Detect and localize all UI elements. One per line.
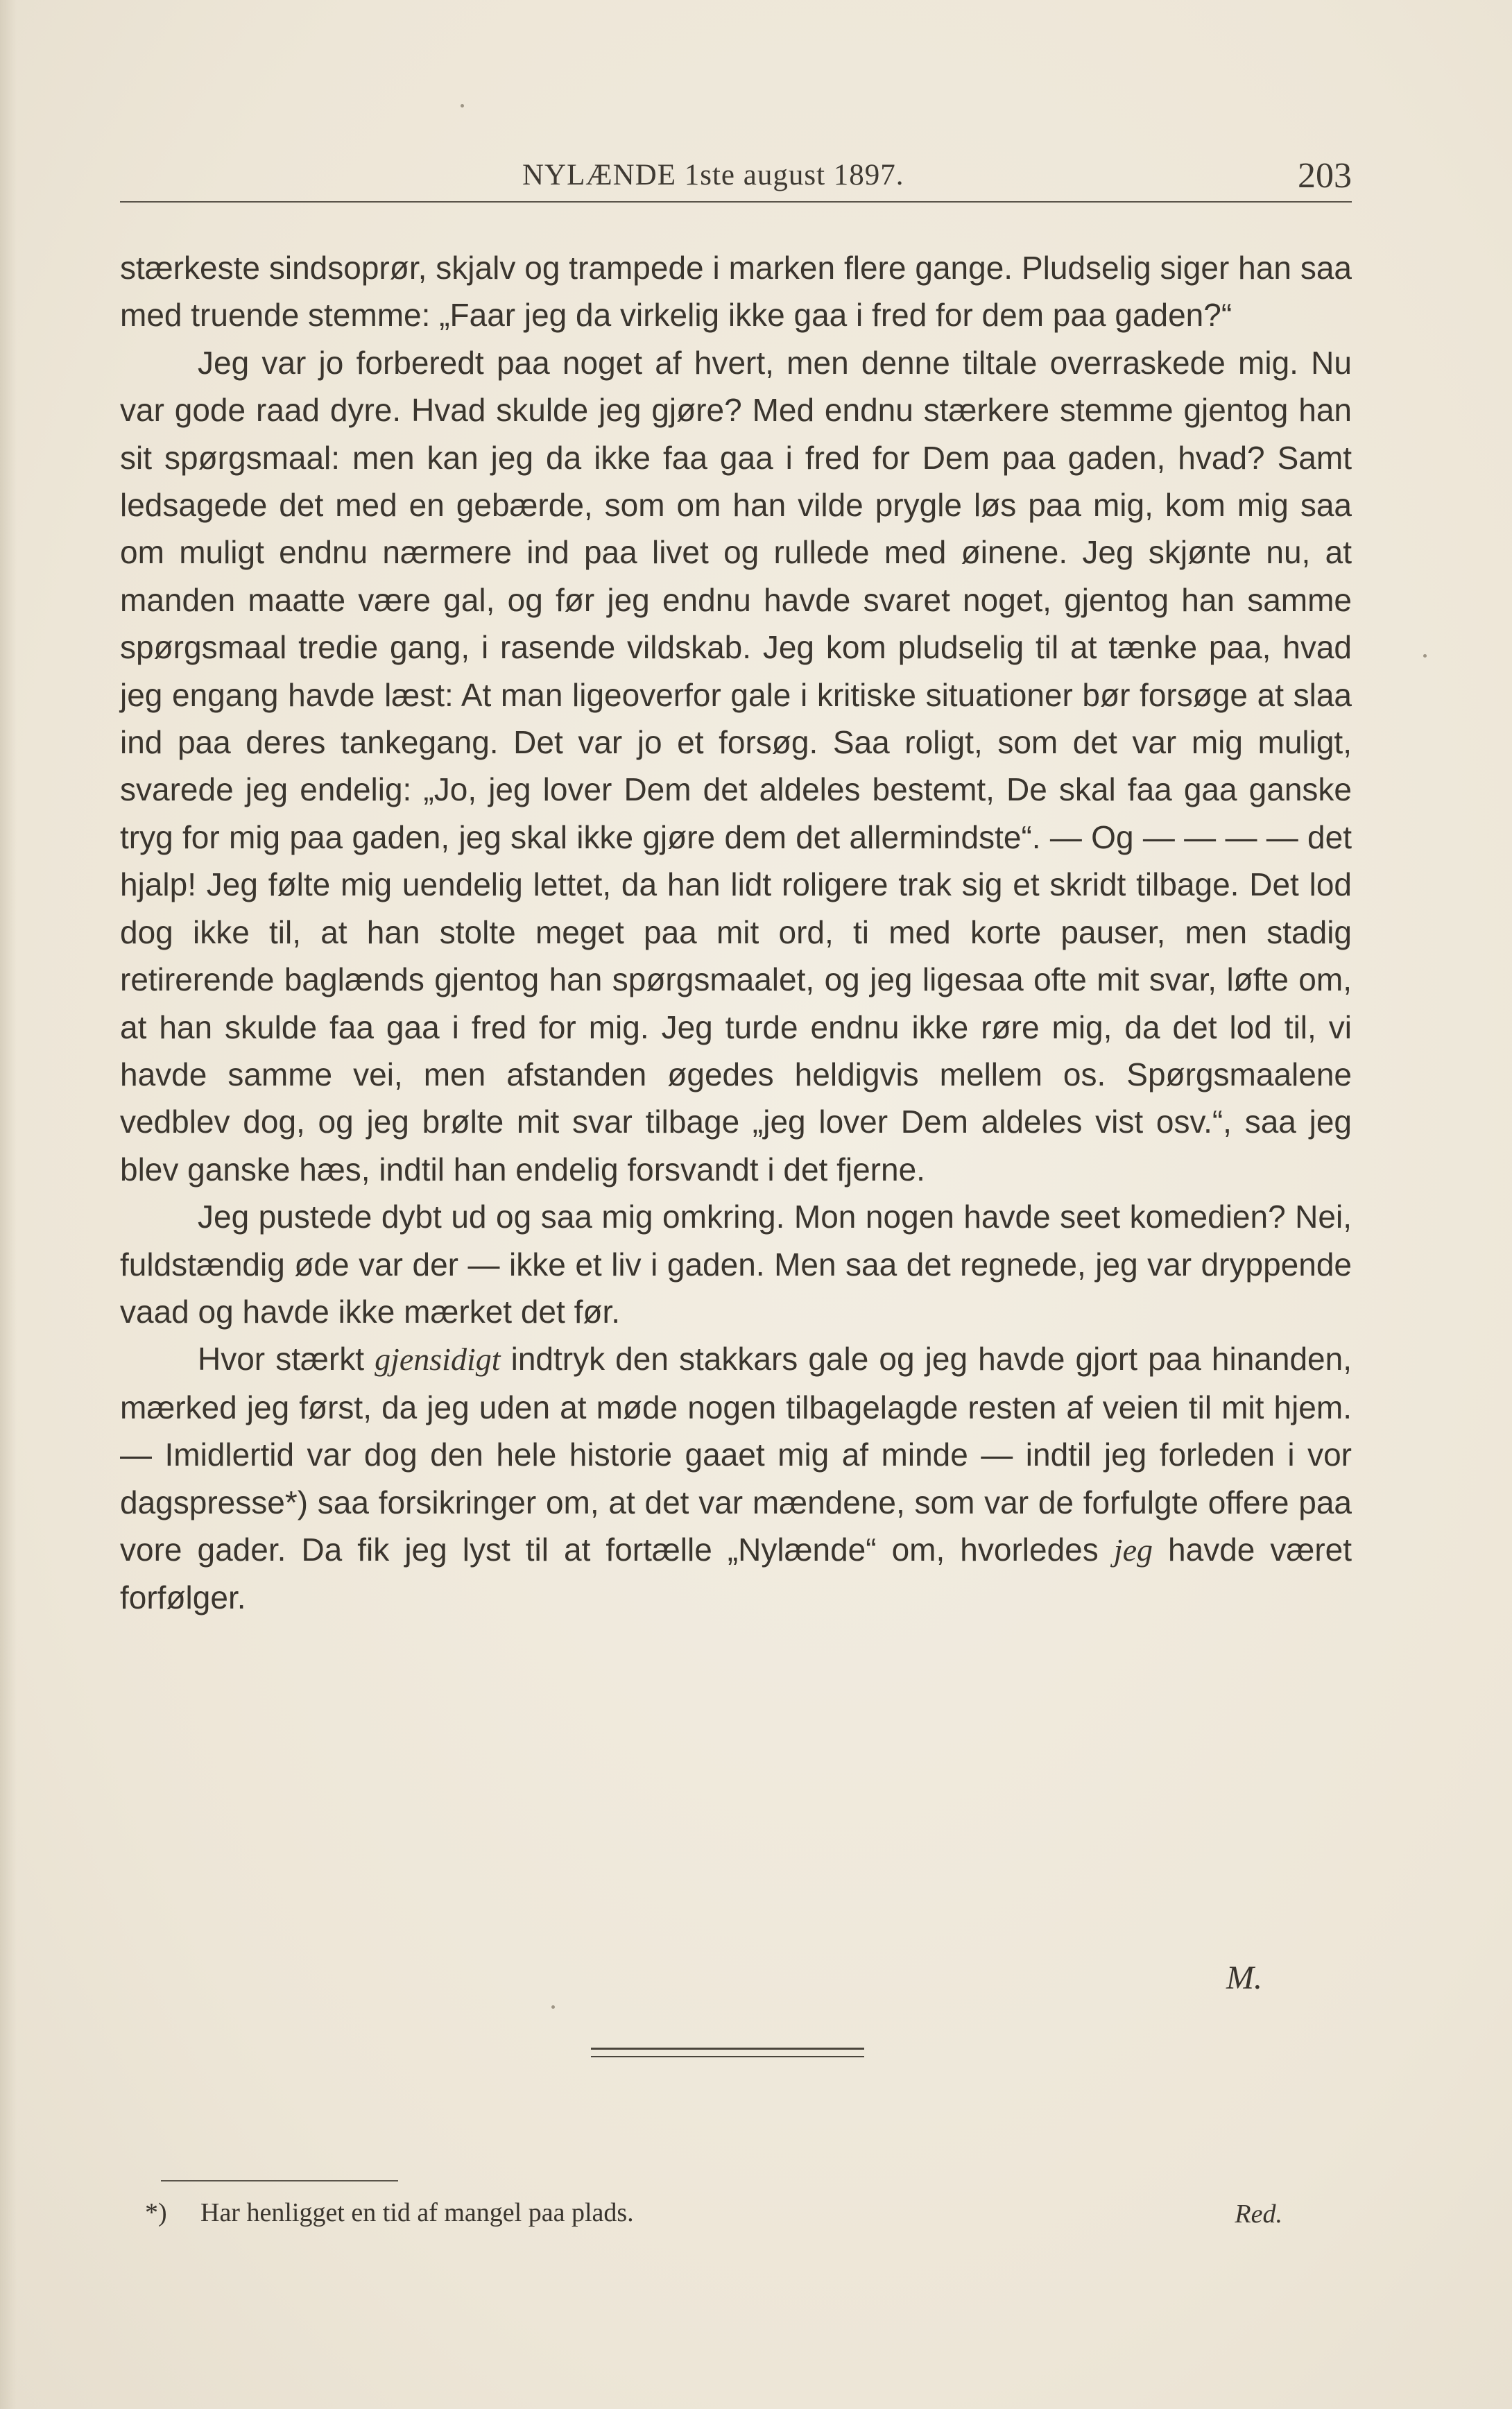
paragraph-1: stærkeste sindsoprør, skjalv og trampede i marken flere gange. Pludselig siger han saa med truende stemme: „Faar jeg da virkelig ikke gaa i fred for dem paa gaden?“ <box>120 250 1352 334</box>
running-head-title: NYLÆNDE 1ste august 1897. <box>522 159 904 191</box>
article-body <box>120 244 1352 1622</box>
running-head <box>120 151 1352 203</box>
paragraph-3: Jeg pustede dybt ud og saa mig omkring. Mon nogen havde seet komedien? Nei, fuldstændig øde var der — ikke et liv i gaden. Men saa det regnede, jeg var dryppende vaad og havde ikke mærket det før. <box>120 1199 1352 1330</box>
emphasis-gjensidigt: gjensidigt <box>375 1341 501 1378</box>
footnote-mark: *) <box>145 2198 167 2227</box>
header-rule <box>120 201 1352 203</box>
footnote-signature: Red. <box>1235 2200 1282 2229</box>
footnote-rule <box>161 2180 398 2181</box>
footnote-text: Har henligget en tid af mangel paa plads. <box>200 2198 634 2227</box>
emphasis-jeg: jeg <box>1113 1532 1153 1568</box>
paper-speck <box>1423 654 1427 658</box>
paragraph-4-part-2: indtryk den stakkars gale og jeg havde gjort paa hinanden, mærked jeg først, da jeg uden at møde nogen tilbagelagde resten af veien til mit hjem. — Imidlertid var dog den hele historie gaaet mig af minde — indtil jeg forleden i vor dagspresse*) saa forsikringer om, at det var mændene, som var de forfulgte offere paa vore gader. Da fik jeg lyst til at fortælle „Nylænde“ om, hvorledes <box>120 1341 1352 1568</box>
paper-speck <box>551 2005 555 2009</box>
paragraph-4 <box>120 1335 1352 1621</box>
page-edge-shadow <box>0 0 17 2409</box>
page-number: 203 <box>1298 156 1352 196</box>
footnote <box>145 2197 1282 2239</box>
section-end-rule <box>591 2048 864 2057</box>
paragraph-2: Jeg var jo forberedt paa noget af hvert, men denne tiltale overraskede mig. Nu var gode raad dyre. Hvad skulde jeg gjøre? Med endnu stærkere stemme gjentog han sit spørgsmaal: men kan jeg da ikke faa gaa i fred for Dem paa gaden, hvad? Samt ledsagede det med en gebærde, som om han vilde prygle løs paa mig, kom mig saa om muligt endnu nærmere ind paa livet og rullede med øinene. Jeg skjønte nu, at manden maatte være gal, og før jeg endnu havde svaret noget, gjentog han samme spørgsmaal tredie gang, i rasende vildskab. Jeg kom pludselig til at tænke paa, hvad jeg engang havde læst: At man ligeoverfor gale i kritiske situationer bør forsøge at slaa ind paa deres tankegang. Det var jo et forsøg. Saa roligt, som det var mig muligt, svarede jeg endelig: „Jo, jeg lover Dem det aldeles bestemt, De skal faa gaa ganske tryg for mig paa gaden, jeg skal ikke gjøre dem det allermindste“. — Og — — — — det hjalp! Jeg følte mig uendelig lettet, da han lidt roligere trak sig et skridt tilbage. Det lod dog ikke til, at han stolte meget paa mit ord, ti med korte pauser, men stadig retirerende baglænds gjentog han spørgsmaalet, og jeg ligesaa ofte mit svar, løfte om, at han skulde faa gaa i fred for mig. Jeg turde endnu ikke røre mig, da det lod til, vi havde samme vei, men afstanden øgedes heldigvis mellem os. Spørgsmaalene vedblev dog, og jeg brølte mit svar tilbage „jeg lover Dem aldeles vist osv.“, saa jeg blev ganske hæs, indtil han endelig forsvandt i det fjerne. <box>120 344 1352 1188</box>
author-signature: M. <box>1226 1960 1262 1996</box>
paragraph-4-part-3: havde været forfølger. <box>120 1531 1352 1616</box>
paragraph-4-part-1: Hvor stærkt <box>198 1341 375 1378</box>
paper-speck <box>461 104 464 108</box>
